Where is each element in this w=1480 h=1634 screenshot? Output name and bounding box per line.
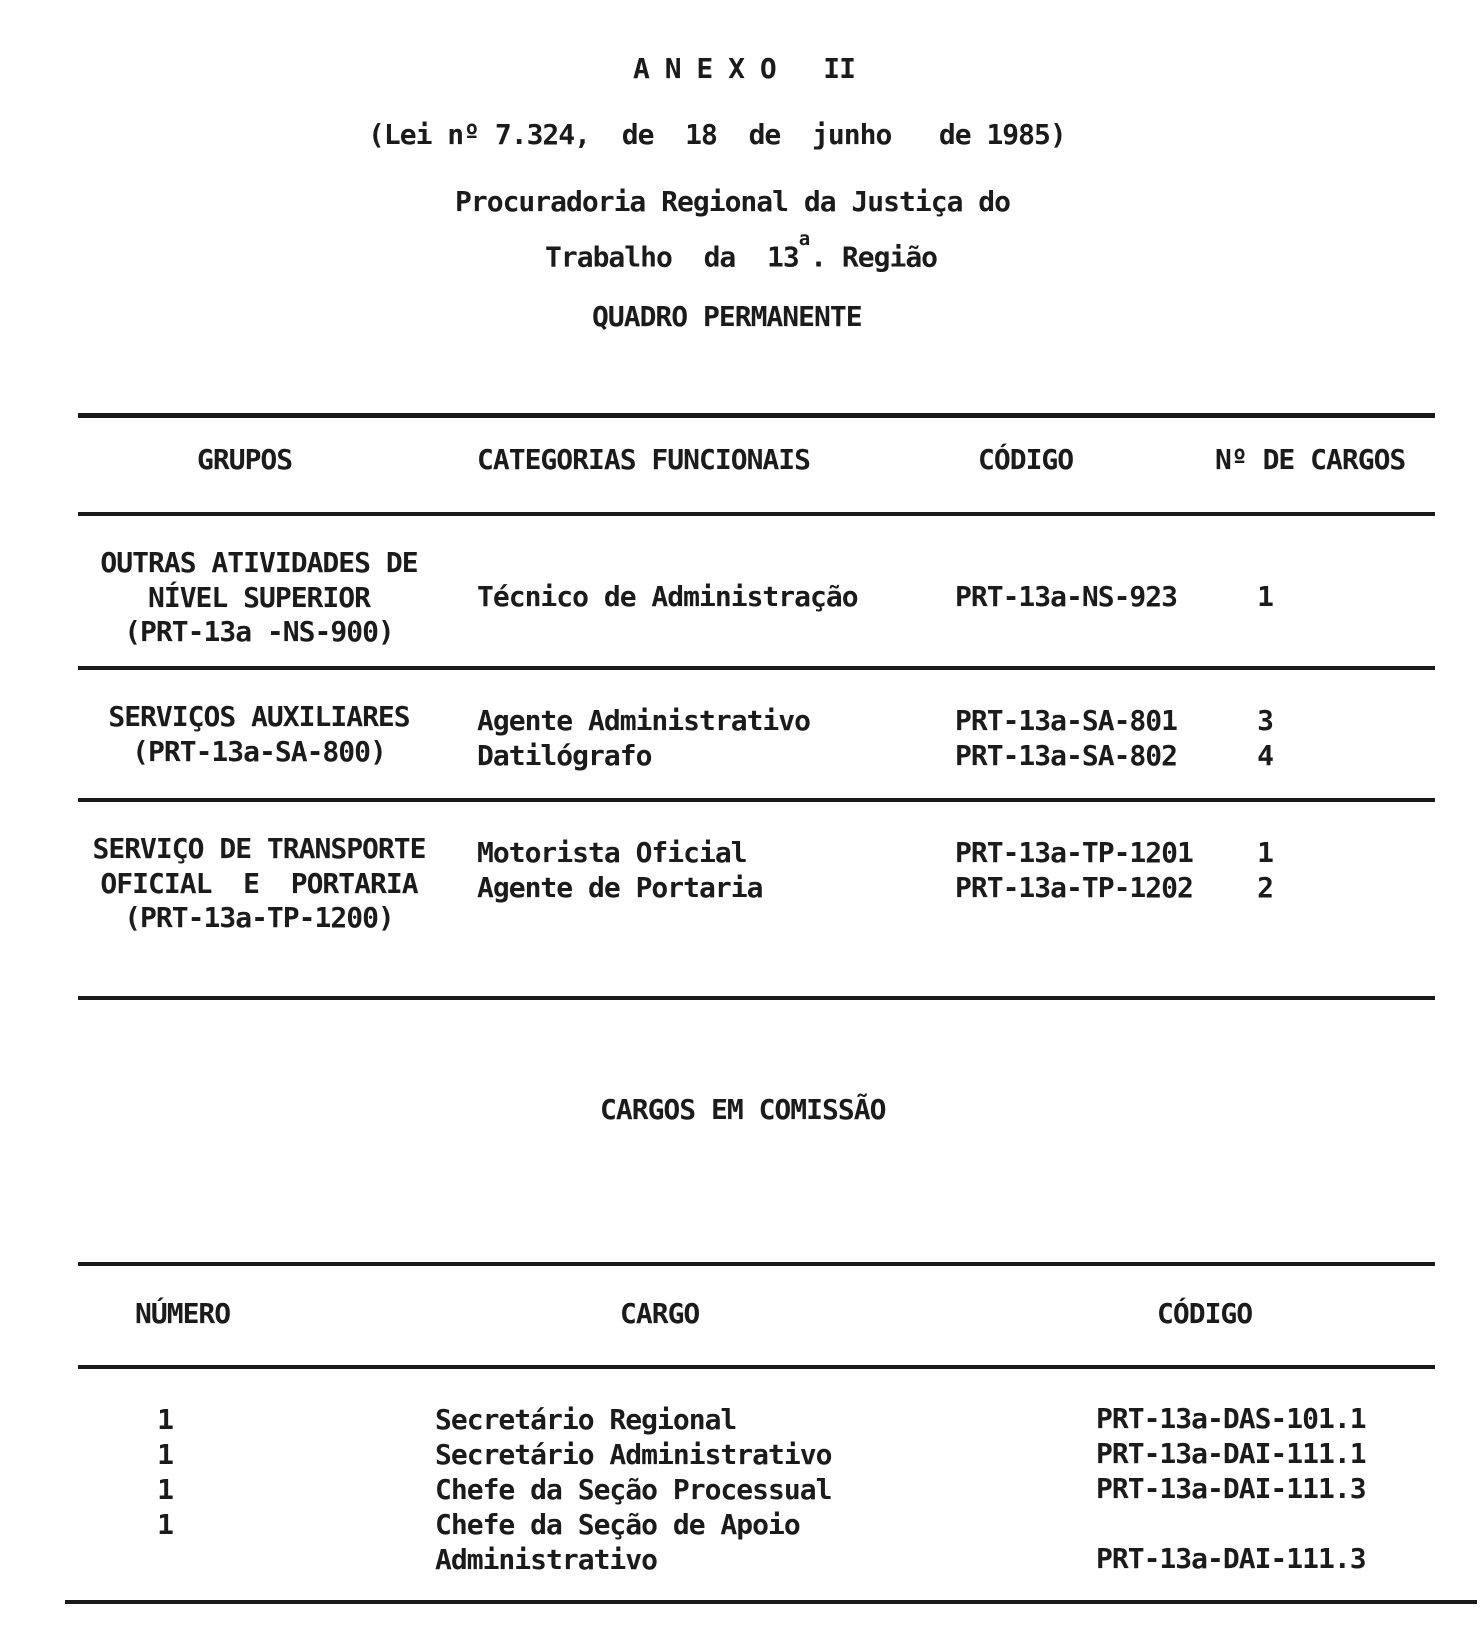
permanent-table-bottom-rule [78,996,1435,1000]
cargo-cell: Chefe da Seção de Apoio [435,1508,800,1541]
law-reference-line: (Lei nº 7.324, de 18 de junho de 1985) [368,118,1066,151]
table-row-group-1 [78,546,440,650]
commission-table-header-cargo: CARGO [620,1297,700,1330]
group-name-line: NÍVEL SUPERIOR [147,580,370,614]
commission-code-cell: PRT-13a-DAS-101.1 [1096,1402,1366,1435]
permanent-table-header-grupos: GRUPOS [197,443,293,476]
cargo-cell: Secretário Regional [435,1403,737,1436]
cargo-cell: Chefe da Seção Processual [435,1473,832,1506]
cargo-count-cell: 3 [1257,704,1273,737]
table-row-group-3 [78,832,440,936]
commission-numero-column [100,1402,230,1542]
category-cell: Agente de Portaria [477,871,763,904]
commission-code-cell: PRT-13a-DAI-111.3 [1096,1542,1366,1575]
commission-table-bottom-rule [65,1600,1477,1604]
document-title: A N E X O II [633,52,856,85]
permanent-table-header-categorias: CATEGORIAS FUNCIONAIS [477,443,811,476]
code-cell: PRT-13a-NS-923 [955,580,1178,613]
category-cell: Técnico de Administração [477,580,858,613]
group-code-line: (PRT-13a -NS-900) [124,615,394,648]
section-title-quadro-permanente: QUADRO PERMANENTE [592,300,862,333]
organization-name-line2 [545,228,938,274]
cargo-cell-wrap: Administrativo [435,1543,658,1576]
category-cell: Agente Administrativo [477,704,811,737]
numero-cell: 1 [157,1438,173,1471]
cargo-count-cell: 2 [1257,871,1273,904]
category-cell: Motorista Oficial [477,836,747,869]
group-name-line: OUTRAS ATIVIDADES DE [100,546,418,579]
commission-code-cell: PRT-13a-DAI-111.3 [1096,1472,1366,1505]
code-cell: PRT-13a-SA-801 [955,704,1178,737]
table-row-group-2 [78,700,440,769]
commission-table-header-rule [78,1365,1435,1369]
commission-table-header-codigo: CÓDIGO [1157,1297,1253,1330]
permanent-table-row-rule-1 [78,666,1435,670]
ordinal-superscript-a: a [798,228,811,250]
organization-line2-text: Trabalho da 13 [545,240,799,274]
cargo-count-cell: 4 [1257,739,1273,772]
group-name-line: OFICIAL E PORTARIA [100,866,418,900]
code-cell: PRT-13a-TP-1202 [955,871,1193,904]
cargo-count-cell: 1 [1257,836,1273,869]
group-code-line: (PRT-13a-SA-800) [132,734,386,768]
organization-line2-rest: . Região [810,240,938,274]
permanent-table-top-rule [78,413,1435,418]
cargo-cell: Secretário Administrativo [435,1438,832,1471]
group-name-line: SERVIÇOS AUXILIARES [108,700,410,733]
commission-cargo-column [435,1402,831,1577]
commission-code-cell: PRT-13a-DAI-111.1 [1096,1437,1366,1470]
category-cell: Datilógrafo [477,739,652,772]
section-title-cargos-em-comissao: CARGOS EM COMISSÃO [600,1093,886,1126]
permanent-table-header-rule [78,512,1435,516]
code-cell: PRT-13a-SA-802 [955,739,1178,772]
numero-cell: 1 [157,1473,173,1506]
code-cell: PRT-13a-TP-1201 [955,836,1193,869]
cargo-count-cell: 1 [1257,580,1273,613]
numero-cell: 1 [157,1508,173,1541]
group-name-line: SERVIÇO DE TRANSPORTE [92,832,426,865]
permanent-table-header-codigo: CÓDIGO [978,443,1074,476]
group-code-line: (PRT-13a-TP-1200) [124,901,394,934]
permanent-table-header-num-cargos: Nº DE CARGOS [1215,443,1406,476]
commission-table-top-rule [78,1262,1435,1266]
numero-cell: 1 [157,1403,173,1436]
permanent-table-row-rule-2 [78,798,1435,802]
organization-name-line1: Procuradoria Regional da Justiça do [455,185,1011,218]
commission-table-header-numero: NÚMERO [135,1297,231,1330]
